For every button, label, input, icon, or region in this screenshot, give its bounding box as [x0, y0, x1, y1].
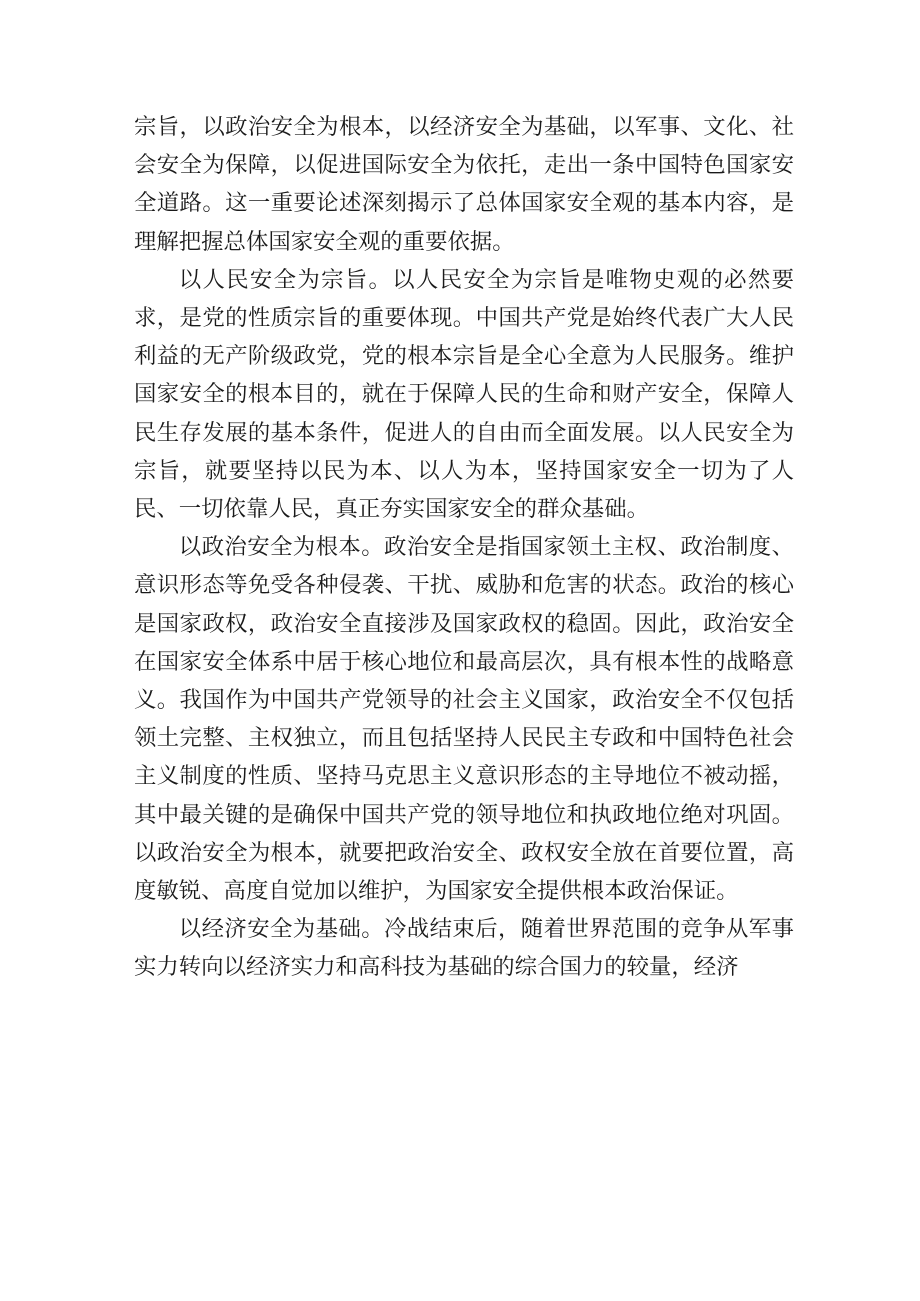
paragraph-political-security: 以政治安全为根本。政治安全是指国家领土主权、政治制度、意识形态等免受各种侵袭、干扰、威胁和危害的状态。政治的核心是国家政权，政治安全直接涉及国家政权的稳固。因此，政治安全在国家安全体系中居于核心地位和最高层次，具有根本性的战略意义。我国作为中国共产党领导的社会主义国家，政治安全不仅包括领土完整、主权独立，而且包括坚持人民民主专政和中国特色社会主义制度的性质、坚持马克思主义意识形态的主导地位不被动摇，其中最关键的是确保中国共产党的领导地位和执政地位绝对巩固。以政治安全为根本，就要把政治安全、政权安全放在首要位置，高度敏锐、高度自觉加以维护，为国家安全提供根本政治保证。: [134, 534, 794, 905]
document-body: [134, 108, 794, 987]
paragraph-economic-security: 以经济安全为基础。冷战结束后，随着世界范围的竞争从军事实力转向以经济实力和高科技为基础的综合国力的较量，经济: [134, 916, 794, 981]
paragraph-continuation: 宗旨，以政治安全为根本，以经济安全为基础，以军事、文化、社会安全为保障，以促进国际安全为依托，走出一条中国特色国家安全道路。这一重要论述深刻揭示了总体国家安全观的基本内容，是理解把握总体国家安全观的重要依据。: [134, 114, 794, 255]
paragraph-people-security: 以人民安全为宗旨。以人民安全为宗旨是唯物史观的必然要求，是党的性质宗旨的重要体现。中国共产党是始终代表广大人民利益的无产阶级政党，党的根本宗旨是全心全意为人民服务。维护国家安全的根本目的，就在于保障人民的生命和财产安全，保障人民生存发展的基本条件，促进人的自由而全面发展。以人民安全为宗旨，就要坚持以民为本、以人为本，坚持国家安全一切为了人民、一切依靠人民，真正夯实国家安全的群众基础。: [134, 266, 794, 523]
